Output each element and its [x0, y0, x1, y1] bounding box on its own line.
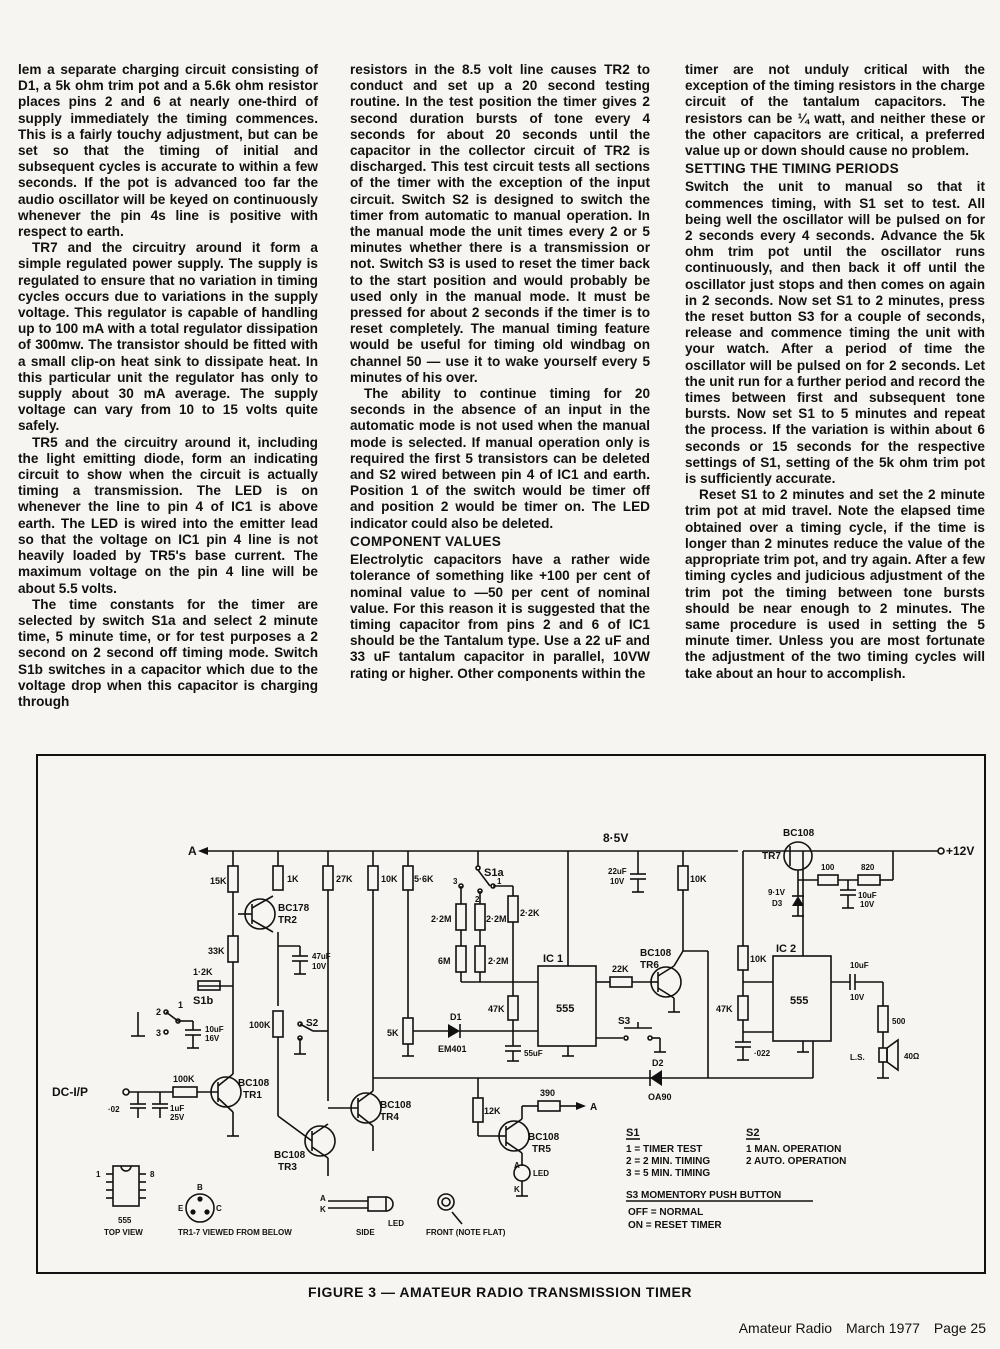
resistor-15k	[228, 866, 238, 892]
svg-text:100: 100	[821, 863, 835, 872]
svg-text:2: 2	[475, 895, 480, 904]
resistor-5k6	[403, 866, 413, 890]
section-heading: COMPONENT VALUES	[350, 533, 502, 549]
svg-text:10uF: 10uF	[205, 1025, 224, 1034]
svg-text:2·2M: 2·2M	[431, 914, 452, 924]
svg-text:820: 820	[861, 863, 875, 872]
svg-text:FRONT (NOTE FLAT): FRONT (NOTE FLAT)	[426, 1228, 506, 1237]
input-label: DC-I/P	[52, 1085, 88, 1099]
resistor-27k	[323, 866, 333, 890]
svg-text:·022: ·022	[754, 1049, 771, 1058]
svg-text:TR5: TR5	[532, 1144, 551, 1155]
svg-text:BC108: BC108	[640, 948, 672, 959]
svg-text:1: 1	[178, 1000, 184, 1010]
svg-text:25V: 25V	[170, 1113, 185, 1122]
led-side-view	[368, 1197, 386, 1211]
svg-text:L.S.: L.S.	[850, 1053, 865, 1062]
resistor-6m	[456, 946, 466, 972]
svg-text:5·6K: 5·6K	[414, 874, 434, 884]
footer-page: Page 25	[933, 1320, 986, 1336]
svg-text:6M: 6M	[438, 956, 451, 966]
diode-d2	[650, 1070, 662, 1086]
loudspeaker	[879, 1048, 887, 1062]
svg-text:TR3: TR3	[278, 1162, 297, 1173]
svg-text:1uF: 1uF	[170, 1104, 185, 1113]
svg-text:390: 390	[540, 1088, 556, 1098]
s3-label: S3	[618, 1016, 631, 1027]
svg-text:B: B	[197, 1183, 203, 1192]
svg-text:ON = RESET TIMER: ON = RESET TIMER	[628, 1220, 722, 1231]
s1b-label: S1b	[193, 995, 214, 1007]
svg-text:47K: 47K	[488, 1004, 505, 1014]
svg-text:TR4: TR4	[380, 1112, 399, 1123]
section-heading: SETTING THE TIMING PERIODS	[685, 161, 899, 177]
svg-text:LED: LED	[533, 1169, 549, 1178]
paragraph: Switch the unit to manual so that it commences timing, with S1 set to test. All being well the oscillator will be pulsed on for 2 seconds every 4 seconds. Advance the 5k ohm trim pot until the oscillator runs continuously, and then back it off until the oscillator just stops and then comes on again in 2 seconds. Now set S1 to 2 minutes, press the reset button S3 for a couple of seconds, release and commence timing the unit with your watch. After a period of time the oscillator will be pulsed on for 2 seconds. Let the unit run for a further period and record the times between first and subsequent tone bursts. Now set S1 to 5 minutes and repeat the process. If the variation is within about 6 seconds or 15 seconds for the respective settings of S1, setting of the 5k ohm trim pot is sufficiently accurate.	[685, 179, 985, 487]
paragraph: The time constants for the timer are selected by switch S1a and select 2 minute time, 5 minute time, or for test purposes a 2 second on 2 second off timing mode. Switch S1b switches in a capacitor which due to the voltage drop when this capacitor is charging through	[18, 596, 318, 709]
svg-text:S3 MOMENTORY PUSH BUTTON: S3 MOMENTORY PUSH BUTTON	[626, 1190, 782, 1201]
text-column-3	[685, 62, 985, 682]
resistor-10k-tr6	[678, 866, 688, 890]
svg-text:10uF: 10uF	[850, 961, 869, 970]
svg-text:12K: 12K	[484, 1106, 501, 1116]
paragraph: resistors in the 8.5 volt line causes TR2 to conduct and set up a 20 second testing routine. In the test position the timer gives 2 second duration bursts of tone every 4 seconds for about 20 seconds until the capacitor in the collector circuit of TR2 is discharged. This test circuit tests all sections of the timer with the exception of the input circuit. Switch S2 is designed to switch the timer from automatic to manual operation. In the manual mode the unit times every 2 or 5 minutes whether there is a transmission or not. Switch S3 is used to reset the timer back to the start position and would probably be used only in the manual mode. It must be pressed for about 2 seconds if the timer is to reset completely. The manual timing feature would be useful for timing old windbag on channel 50 — use it to wake yourself every 5 minutes of his over.	[350, 62, 650, 385]
svg-text:555: 555	[790, 995, 809, 1007]
svg-text:5K: 5K	[387, 1028, 399, 1038]
svg-text:BC108: BC108	[528, 1132, 560, 1143]
svg-text:C: C	[216, 1204, 222, 1213]
svg-text:OFF = NORMAL: OFF = NORMAL	[628, 1207, 704, 1218]
paragraph: Electrolytic capacitors have a rather wide tolerance of something like +100 per cent of nominal value to —50 per cent of nominal value. For this reason it is suggested that the timing capacitor from pins 2 and 6 of IC1 should be the Tantalum type. Use a 22 uF and 33 uF tantalum capacitor in parallel, 10VW rating or higher. Other components within the	[350, 552, 650, 681]
terminal-12v	[938, 848, 944, 854]
svg-text:2·2K: 2·2K	[520, 908, 540, 918]
svg-text:SIDE: SIDE	[356, 1228, 375, 1237]
svg-text:1: 1	[497, 877, 502, 886]
resistor-390	[538, 1101, 560, 1111]
svg-text:E: E	[178, 1204, 184, 1213]
led-front-view	[438, 1194, 454, 1210]
svg-text:1 = TIMER TEST: 1 = TIMER TEST	[626, 1144, 703, 1155]
supply-8v5-label: 8·5V	[603, 831, 629, 845]
transistor-tr7	[784, 842, 812, 870]
svg-text:BC108: BC108	[380, 1100, 412, 1111]
svg-text:TOP VIEW: TOP VIEW	[104, 1228, 143, 1237]
svg-text:S2: S2	[746, 1127, 760, 1139]
resistor-2m2-b	[475, 904, 485, 930]
resistor-47k	[508, 996, 518, 1020]
s1a-label: S1a	[484, 867, 504, 879]
svg-text:500: 500	[892, 1017, 906, 1026]
svg-text:EM401: EM401	[438, 1044, 467, 1054]
figure-caption: FIGURE 3 — AMATEUR RADIO TRANSMISSION TIMER	[308, 1284, 692, 1300]
resistor-10k-ic2	[738, 946, 748, 970]
resistor-47k-ic2	[738, 996, 748, 1020]
svg-text:3: 3	[156, 1028, 162, 1038]
svg-text:A: A	[590, 1102, 598, 1113]
tr2-type-label: BC178	[278, 903, 310, 914]
trimpot-5k	[403, 1018, 413, 1044]
svg-text:1 MAN. OPERATION: 1 MAN. OPERATION	[746, 1144, 842, 1155]
svg-text:22K: 22K	[612, 964, 629, 974]
svg-text:OA90: OA90	[648, 1092, 672, 1102]
text-column-1	[18, 62, 318, 710]
tr1-type-label: BC108	[238, 1078, 270, 1089]
r100k-label: 100K	[249, 1020, 271, 1030]
switch-legend	[626, 1127, 846, 1231]
resistor-820	[858, 875, 880, 885]
paragraph: Reset S1 to 2 minutes and set the 2 minute trim pot at mid travel. Note the elapsed time obtained over a timing cycle, if the time is longer than 2 minutes reduce the value of the appropriate trim pot, and try again. After a few timing cycles and judicious adjustment of the trim pot the timing between tone bursts should be near enough to 2 minutes. The same procedure is used in setting the 5 minute timer. Unless you are most fortunate the adjustment of the two timing cycles will take about an hour to accomplish.	[685, 487, 985, 681]
s2-label: S2	[306, 1018, 319, 1029]
footer-date: March 1977	[846, 1320, 920, 1336]
svg-text:IC 2: IC 2	[776, 943, 797, 955]
circuit-schematic	[38, 756, 984, 1272]
svg-text:10K: 10K	[750, 954, 767, 964]
svg-text:47K: 47K	[716, 1004, 733, 1014]
svg-text:·02: ·02	[108, 1105, 120, 1114]
r27k-label: 27K	[336, 874, 353, 884]
svg-text:3 = 5 MIN. TIMING: 3 = 5 MIN. TIMING	[626, 1168, 711, 1179]
svg-text:BC108: BC108	[274, 1150, 306, 1161]
svg-text:K: K	[320, 1205, 326, 1214]
svg-text:10V: 10V	[860, 900, 875, 909]
svg-text:S1: S1	[626, 1127, 640, 1139]
svg-text:16V: 16V	[205, 1034, 220, 1043]
svg-text:A: A	[514, 1161, 520, 1170]
transistor-tr3	[305, 1126, 335, 1156]
svg-text:9·1V: 9·1V	[768, 888, 785, 897]
svg-text:10V: 10V	[850, 993, 865, 1002]
paragraph: TR5 and the circuitry around it, including the light emitting diode, form an indicating circuit to show when the circuit is actually timing a transmission. The LED is on whenever the line to pin 4 of IC1 is above earth. The LED is wired into the emitter lead so that the voltage on IC1 pin 4 line is not heavily loaded by TR5's base current. The maximum voltage on the pin 4 line will be about 5.5 volts.	[18, 434, 318, 596]
a-output-label: A	[188, 844, 197, 858]
svg-text:555: 555	[556, 1003, 575, 1015]
resistor-100k	[273, 1011, 283, 1037]
svg-text:A: A	[320, 1194, 326, 1203]
r15k-label: 15K	[210, 876, 227, 886]
ic-top-view	[113, 1166, 139, 1206]
svg-text:2·2M: 2·2M	[486, 914, 507, 924]
r1k2-label: 1·2K	[193, 967, 213, 977]
footer-magazine: Amateur Radio	[738, 1320, 833, 1336]
paragraph: The ability to continue timing for 20 seconds in the absence of an input in the automatic mode is not used when the manual mode is selected. If manual operation only is required the first 5 transistors can be deleted and S2 wired between pin 4 of IC1 and earth. Position 1 of the switch would be timer off and position 2 would be timer on. The LED indicator could also be deleted.	[350, 386, 650, 531]
svg-text:LED: LED	[388, 1219, 404, 1228]
svg-text:2 AUTO. OPERATION: 2 AUTO. OPERATION	[746, 1156, 847, 1167]
svg-text:55uF: 55uF	[524, 1049, 543, 1058]
svg-text:10K: 10K	[690, 874, 707, 884]
resistor-1k	[273, 866, 283, 890]
svg-text:22uF: 22uF	[608, 867, 627, 876]
input-terminal	[123, 1089, 129, 1095]
svg-text:K: K	[514, 1185, 520, 1194]
resistor-10k	[368, 866, 378, 890]
resistor-22k	[610, 977, 632, 987]
tr1-label: TR1	[243, 1090, 262, 1101]
schematic-figure	[36, 754, 986, 1274]
svg-text:IC 1: IC 1	[543, 953, 564, 965]
paragraph: lem a separate charging circuit consisting of D1, a 5k ohm trim pot and a 5.6k ohm resistor places pins 2 and 6 at nearly one-third of supply immediately the timing commences. This is a fairly touchy adjustment, but can be set so that the timing of initial and subsequent cycles is accurate to within a few seconds. If the pot is advanced too far the audio oscillator will be keyed on continuously whenever the pin 4s line is positive with respect to earth.	[18, 62, 318, 240]
resistor-2k2	[508, 896, 518, 922]
resistor-2m2-a	[456, 904, 466, 930]
svg-text:1: 1	[96, 1170, 101, 1179]
svg-text:8: 8	[150, 1170, 155, 1179]
svg-text:47uF: 47uF	[312, 952, 331, 961]
resistor-100	[818, 875, 838, 885]
r1k-label: 1K	[287, 874, 299, 884]
svg-text:BC108: BC108	[783, 828, 815, 839]
paragraph: TR7 and the circuitry around it form a simple regulated power supply. The supply is regulated to ensure that no variation in timing cycles occurs due to variations in the supply voltage. This regulator is capable of handling up to 100 mA with a total regulator dissipation of 300mw. The transistor should be fitted with a small clip-on heat sink to dissipate heat. In this particular unit the regulator has only to supply about 30 mA average. The supply voltage can vary from 10 to 15 volts quite safely.	[18, 240, 318, 434]
svg-text:D2: D2	[652, 1058, 664, 1068]
svg-text:10K: 10K	[381, 874, 398, 884]
resistor-2m2-c	[475, 946, 485, 972]
diode-d1	[448, 1024, 460, 1038]
svg-text:TR1-7 VIEWED FROM BELOW: TR1-7 VIEWED FROM BELOW	[178, 1228, 292, 1237]
svg-text:2·2M: 2·2M	[488, 956, 509, 966]
svg-text:40Ω: 40Ω	[904, 1052, 920, 1061]
trimpot-500	[878, 1006, 888, 1032]
page-footer	[729, 1320, 986, 1336]
tr2-label: TR2	[278, 915, 297, 926]
svg-text:10V: 10V	[610, 877, 625, 886]
svg-text:100K: 100K	[173, 1074, 195, 1084]
paragraph: timer are not unduly critical with the exception of the timing resistors in the charge circuit of the tantalum capacitors. The resistors can be ¼ watt, and neither these or the other capacitors are critical, a preferred value up or down should cause no problem.	[685, 62, 985, 159]
resistor-12k	[473, 1098, 483, 1122]
svg-text:3: 3	[453, 877, 458, 886]
supply-12v-label: +12V	[946, 844, 975, 858]
r33k-label: 33K	[208, 946, 225, 956]
svg-text:D1: D1	[450, 1012, 462, 1022]
svg-text:D3: D3	[772, 899, 783, 908]
svg-text:555: 555	[118, 1216, 132, 1225]
resistor-33k	[228, 936, 238, 962]
svg-text:2: 2	[156, 1007, 162, 1017]
svg-text:TR7: TR7	[762, 851, 781, 862]
text-column-2	[350, 62, 650, 682]
svg-text:10uF: 10uF	[858, 891, 877, 900]
arrow-a-left	[198, 847, 208, 855]
resistor-100k-input	[173, 1087, 197, 1097]
svg-text:10V: 10V	[312, 962, 327, 971]
svg-text:TR6: TR6	[640, 960, 659, 971]
svg-text:2 = 2 MIN. TIMING: 2 = 2 MIN. TIMING	[626, 1156, 711, 1167]
